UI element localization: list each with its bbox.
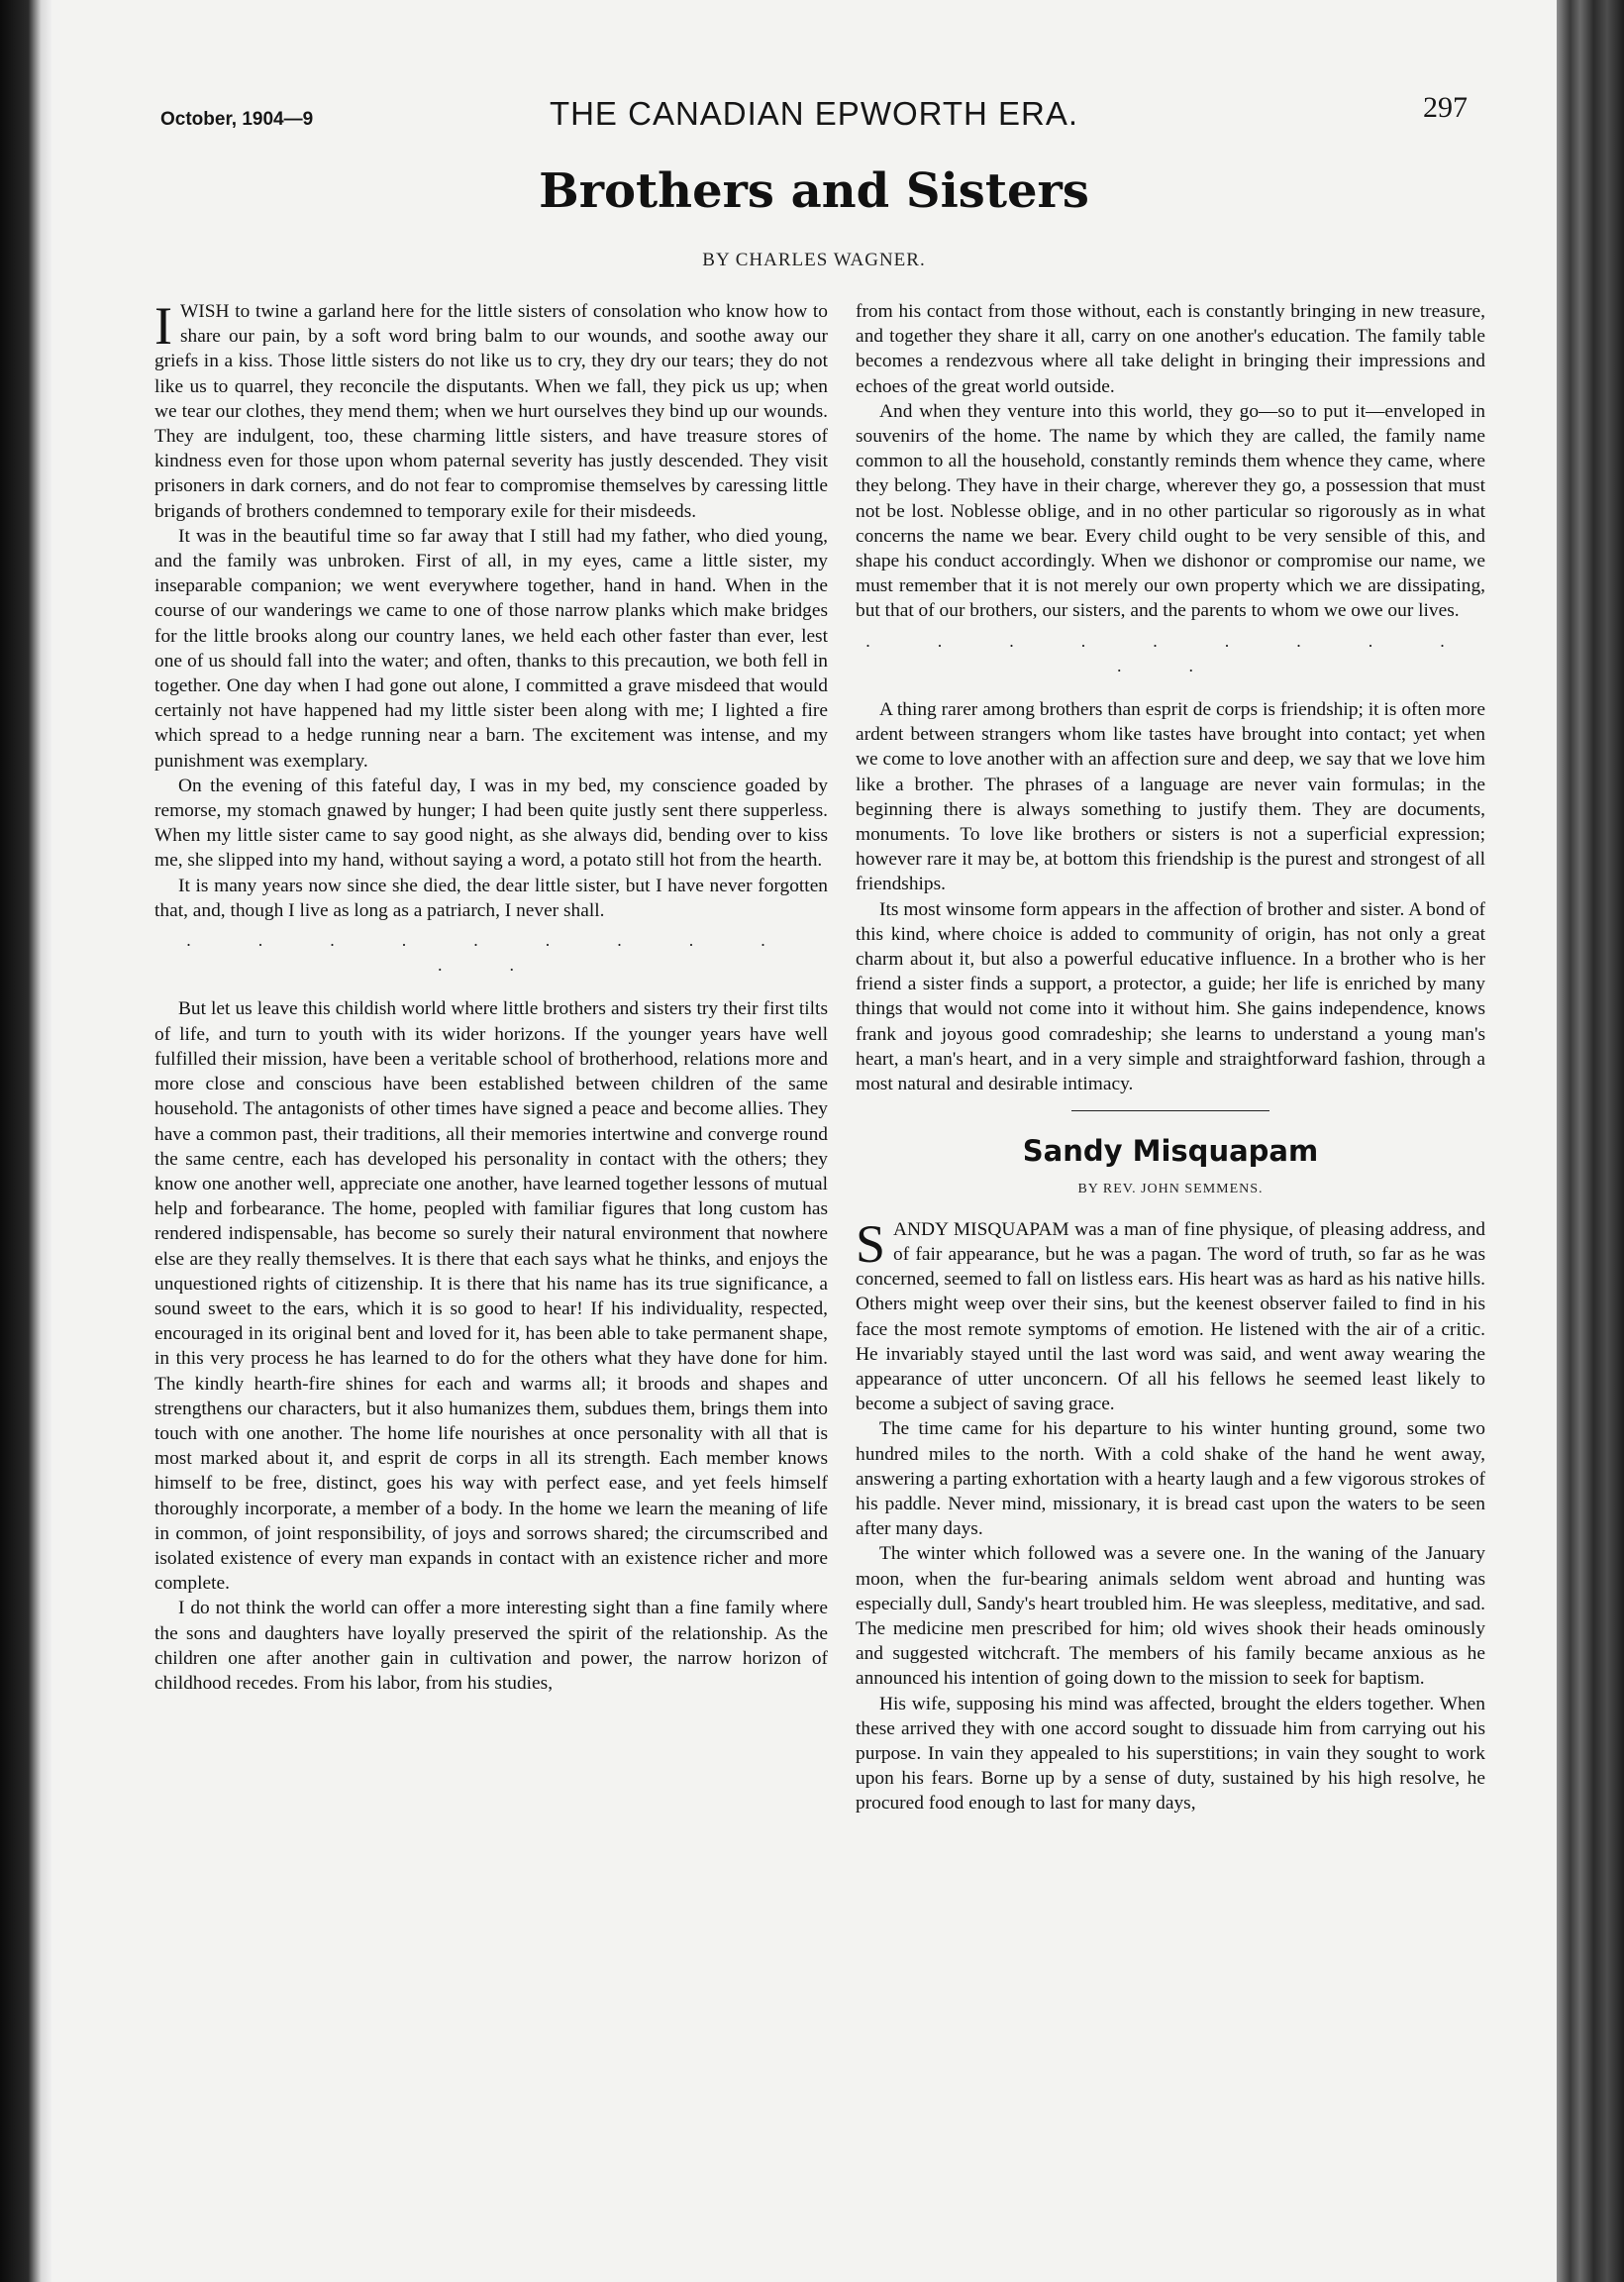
article-title: Brothers and Sisters [539, 163, 1089, 219]
paragraph: His wife, supposing his mind was affected, brought the elders together. When these arrived they with one accord sought to dissuade him from carrying out his purpose. In vain they appealed to his superstitions; in vain they sought to work upon his fears. Borne up by a sense of duty, sustained by his high resolve, he procured food enough to last for many days, [856, 1693, 1485, 1815]
drop-cap: I [154, 296, 172, 356]
article-divider [1071, 1110, 1269, 1111]
paragraph: Its most winsome form appears in the affection of brother and sister. A bond of this kind, where choice is added to community of origin, has not only a great charm about it, but also a powerful educative influence. In a brother who is her friend a sister finds a support, a protector, a guide; her life is enriched by many things that would not come into it without him. She gains independence, knows frank and joyous good comradeship; she learns to understand a young man's heart, a man's heart, and in a very simple and straightforward fashion, through a most natural and desirable intimacy. [856, 898, 1485, 1095]
right-column [856, 299, 1485, 1816]
left-column [154, 296, 828, 1696]
paragraph: I do not think the world can offer a more interesting sight than a fine family where the sons and daughters have loyally preserved the spirit of the relationship. As the children one after another gain in cultivation and power, the narrow horizon of childhood recedes. From his labor, from his studies, [154, 1598, 828, 1694]
section-break: · · · · · · · · · · · [864, 635, 1476, 680]
section-break: · · · · · · · · · · · [185, 935, 797, 981]
paragraph: And when they venture into this world, they go—so to put it—enveloped in souvenirs of the home. The name by which they are called, the family name common to all the household, constantly reminds them whence they came, where they belong. They have in their charge, wherever they go, a possession that must not be lost. Noblesse oblige, and in no other particular so rigorously as in what concerns the name we bear. Every child ought to be very sensible of this, and shape his conduct accordingly. When we dishonor or compromise our name, we must remember that it is not merely our own property which we are dissipating, but that of our brothers, our sisters, and the parents to whom we owe our lives. [856, 400, 1485, 622]
page-number: 297 [1423, 91, 1468, 124]
paragraph: The winter which followed was a severe one. In the waning of the January moon, when the fur-bearing animals seldom went abroad and hunting was especially dull, Sandy's heart troubled him. He was sleepless, meditative, and sad. The medicine men prescribed for him; old wives shook their heads ominously and suggested witchcraft. The members of his family became anxious as he announced his intention of going down to the mission to seek for baptism. [856, 1543, 1485, 1690]
paragraph: A thing rarer among brothers than esprit de corps is friendship; it is often more ardent between strangers whom like tastes have brought into contact; yet when we come to love another with an affection sure and deep, we say that we love him like a brother. The phrases of a language are never vain formulas; in the beginning there is always something to justify them. They are documents, monuments. To love like brothers or sisters is not a superficial expression; however rare it may be, at bottom this friendship is the purest and strongest of all friendships. [856, 699, 1485, 895]
magazine-title: THE CANADIAN EPWORTH ERA. [549, 95, 1079, 132]
paragraph: On the evening of this fateful day, I was in my bed, my conscience goaded by remorse, my stomach gnawed by hunger; I had been quite justly sent there supperless. When my little sister came to say good night, as she always did, bending over to kiss me, she slipped into my hand, without saying a word, a potato still hot from the hearth. [154, 775, 828, 872]
drop-cap: S [856, 1213, 886, 1274]
book-left-edge [0, 0, 51, 2282]
paragraph: It was in the beautiful time so far away that I still had my father, who died young, and the family was unbroken. First of all, in my eyes, came a little sister, my inseparable companion; we went everywhere together, hand in hand. When in the course of our wanderings we came to one of those narrow planks which make bridges for the little brooks along our country lanes, we held each other faster than ever, lest one of us should fall into the water; and often, thanks to this precaution, we both fell in together. One day when I had gone out alone, I committed a grave misdeed that would certainly not have happened had my little sister been along with me; I lighted a fire which spread to a hedge running near a barn. The excitement was intense, and my punishment was exemplary. [154, 525, 828, 772]
book-spine [1557, 0, 1624, 2282]
running-header [160, 91, 1468, 141]
magazine-page [51, 0, 1557, 2282]
paragraph-text: ANDY MISQUAPAM was a man of fine physique, of pleasing address, and of fair appearance, but he was a pagan. The word of truth, so far as he was concerned, seemed to fall on listless ears. His heart was as hard as his native hills. Others might weep over their sins, but the keenest observer failed to find in his face the most remote symptoms of emotion. He listened with the air of a critic. He invariably stayed until the last word was said, and went away wearing the appearance of utter unconcern. Of all his fellows he seemed least likely to become a subject of saving grace. [856, 1218, 1485, 1415]
paragraph: But let us leave this childish world where little brothers and sisters try their first tilts of life, and turn to youth with its wider horizons. If the younger years have well fulfilled their mission, have been a veritable school of brotherhood, relations more and more close and conscious have been established between children of the same household. The antagonists of other times have signed a peace and become allies. They have a common past, their traditions, all their memories intertwine and converge round the same centre, each has developed his personality in contact with the others; they know one another well, appreciate one another, have learned together lessons of mutual help and forbearance. The home, peopled with familiar figures that long custom has rendered indispensable, has become so surely their natural environment that nowhere else are they really themselves. It is there that each says what he thinks, and enjoys the unquestioned rights of citizenship. It is there that his name has its true significance, a sound sweet to the ears, which it is so good to hear! If his individuality, respected, encouraged in its original bent and loved for it, has been able to take permanent shape, in this very process he has learned to do for the others what they have done for him. The kindly hearth-fire shines for each and warms all; it broods and shapes and strengthens our characters, but it also humanizes them, subdues them, brings them into touch with one another. The home life nourishes at once personality with all that is most marked about it, and esprit de corps in all its strength. Each member knows himself to be free, distinct, goes his way with perfect ease, and yet feels himself thoroughly incorporate, a member of a body. In the home we learn the meaning of life in common, of joint responsibility, of joys and sorrows shared; the circumscribed and isolated existence of every man expands in contact with an existence richer and more complete. [154, 998, 828, 1595]
paragraph-text: WISH to twine a garland here for the little sisters of consolation who know how to share our pain, by a soft word bring balm to our wounds, and soothe away our griefs in a kiss. Those little sisters do not like us to cry, they dry our tears; they do not like us to quarrel, they reconcile the disputants. When we fall, they pick us up; when we tear our clothes, they mend them; when we hurt ourselves they bind up our wounds. They are indulgent, too, these charming little sisters, and have treasure stores of kindness even for those upon whom paternal severity has justly descended. They visit prisoners in dark corners, and do not fear to compromise themselves by caressing little brigands of brothers condemned to temporary exile for their misdeeds. [154, 301, 828, 522]
paragraph: The time came for his departure to his winter hunting ground, some two hundred miles to the north. With a cold shake of the hand he went away, answering a parting exhortation with a hearty laugh and a few vigorous strokes of his paddle. Never mind, missionary, it is bread cast upon the waters to be seen after many days. [856, 1418, 1485, 1540]
issue-date: October, 1904—9 [160, 109, 314, 130]
paragraph [856, 1213, 1485, 1417]
article-byline: BY CHARLES WAGNER. [702, 250, 926, 270]
paragraph [154, 296, 828, 524]
second-article-byline: BY REV. JOHN SEMMENS. [1077, 1181, 1264, 1196]
paragraph: from his contact from those without, each is constantly bringing in new treasure, and together they share it all, carry on one another's education. The family table becomes a rendezvous where all take delight in bringing their impressions and echoes of the great world outside. [856, 301, 1485, 397]
paragraph: It is many years now since she died, the dear little sister, but I have never forgotten that, and, though I live as long as a patriarch, I never shall. [154, 875, 828, 921]
second-article-title: Sandy Misquapam [1022, 1134, 1319, 1169]
